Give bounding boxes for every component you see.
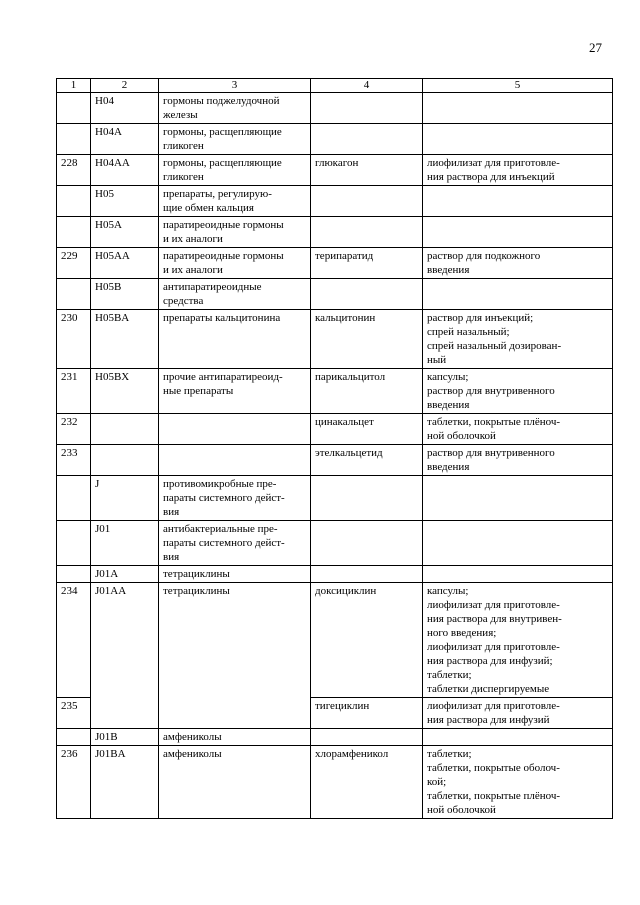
atc-code-cell: H04A [91, 124, 159, 155]
table-row [57, 310, 613, 369]
group-name-line: прочие антипаратиреоид- [163, 371, 283, 383]
group-name-cell [159, 445, 311, 476]
group-name-line: вия [163, 506, 180, 518]
atc-code-cell: H05A [91, 217, 159, 248]
header-col-1: 1 [57, 79, 91, 93]
dosage-form-line: раствор для инъекций; [427, 312, 534, 324]
dosage-form-line: спрей назальный; [427, 326, 510, 338]
dosage-form-line: ной оболочкой [427, 430, 496, 442]
drug-name-cell [311, 521, 423, 566]
atc-code-cell: H05B [91, 279, 159, 310]
atc-code-cell: H04AA [91, 155, 159, 186]
group-name-line: ные препараты [163, 385, 234, 397]
table-row [57, 93, 613, 124]
dosage-form-line: кой; [427, 776, 447, 788]
dosage-form-cell [423, 445, 613, 476]
table-row [57, 186, 613, 217]
dosage-form-line: введения [427, 264, 470, 276]
row-number-cell: 228 [57, 155, 91, 186]
drug-name-cell: тигециклин [311, 698, 423, 729]
dosage-form-line: ния раствора для внутривен- [427, 613, 562, 625]
dosage-form-cell [423, 155, 613, 186]
row-number-cell [57, 729, 91, 746]
drug-name-cell: глюкагон [311, 155, 423, 186]
row-number-cell: 236 [57, 746, 91, 819]
atc-code-cell: H05BX [91, 369, 159, 414]
atc-code-cell: J [91, 476, 159, 521]
dosage-form-line: ной оболочкой [427, 804, 496, 816]
row-number-cell: 235 [57, 698, 91, 729]
dosage-form-cell [423, 93, 613, 124]
dosage-form-line: лиофилизат для приготовле- [427, 157, 560, 169]
table-row [57, 445, 613, 476]
group-name-line: гормоны поджелудочной [163, 95, 280, 107]
drug-name-cell: кальцитонин [311, 310, 423, 369]
drug-name-cell: парикальцитол [311, 369, 423, 414]
header-col-4: 4 [311, 79, 423, 93]
group-name-line: амфениколы [163, 748, 222, 760]
group-name-line: гликоген [163, 171, 204, 183]
atc-code-cell: J01BA [91, 746, 159, 819]
dosage-form-line: ния раствора для инфузий; [427, 655, 553, 667]
dosage-form-cell [423, 583, 613, 698]
drug-name-cell [311, 476, 423, 521]
dosage-form-line: капсулы; [427, 585, 469, 597]
group-name-cell [159, 746, 311, 819]
row-number-cell: 229 [57, 248, 91, 279]
dosage-form-cell [423, 124, 613, 155]
group-name-cell [159, 155, 311, 186]
group-name-line: противомикробные пре- [163, 478, 277, 490]
group-name-cell [159, 124, 311, 155]
group-name-cell [159, 521, 311, 566]
group-name-cell [159, 583, 311, 729]
table-row [57, 217, 613, 248]
drug-name-cell [311, 93, 423, 124]
header-col-3: 3 [159, 79, 311, 93]
dosage-form-line: раствор для внутривенного [427, 447, 555, 459]
atc-code-cell: H05 [91, 186, 159, 217]
table-row [57, 248, 613, 279]
drug-name-cell: терипаратид [311, 248, 423, 279]
drug-name-cell: этелкальцетид [311, 445, 423, 476]
group-name-line: железы [163, 109, 198, 121]
row-number-cell [57, 476, 91, 521]
dosage-form-line: ния раствора для инфузий [427, 714, 550, 726]
table-row [57, 124, 613, 155]
dosage-form-cell [423, 698, 613, 729]
dosage-form-cell [423, 279, 613, 310]
atc-code-cell: J01B [91, 729, 159, 746]
dosage-form-line: ного введения; [427, 627, 497, 639]
group-name-cell [159, 186, 311, 217]
dosage-form-cell [423, 369, 613, 414]
table-row [57, 155, 613, 186]
drug-name-cell [311, 217, 423, 248]
dosage-form-cell [423, 248, 613, 279]
group-name-cell [159, 93, 311, 124]
row-number-cell: 234 [57, 583, 91, 698]
dosage-form-line: раствор для внутривенного [427, 385, 555, 397]
atc-code-cell [91, 445, 159, 476]
group-name-line: щие обмен кальция [163, 202, 254, 214]
drug-name-cell [311, 186, 423, 217]
dosage-form-cell [423, 746, 613, 819]
group-name-line: средства [163, 295, 204, 307]
dosage-form-line: таблетки; [427, 669, 472, 681]
group-name-cell [159, 369, 311, 414]
group-name-line: антибактериальные пре- [163, 523, 278, 535]
group-name-line: и их аналоги [163, 264, 223, 276]
atc-code-cell: J01AA [91, 583, 159, 729]
dosage-form-cell [423, 217, 613, 248]
group-name-line: тетрациклины [163, 568, 230, 580]
dosage-form-line: таблетки, покрытые оболоч- [427, 762, 560, 774]
atc-code-cell: J01 [91, 521, 159, 566]
table-row [57, 369, 613, 414]
dosage-form-cell [423, 310, 613, 369]
dosage-form-cell [423, 414, 613, 445]
dosage-form-line: лиофилизат для приготовле- [427, 641, 560, 653]
atc-code-cell: H05BA [91, 310, 159, 369]
row-number-cell: 230 [57, 310, 91, 369]
row-number-cell: 232 [57, 414, 91, 445]
dosage-form-cell [423, 566, 613, 583]
drug-name-cell [311, 279, 423, 310]
header-col-2: 2 [91, 79, 159, 93]
row-number-cell [57, 217, 91, 248]
group-name-cell [159, 279, 311, 310]
group-name-cell [159, 217, 311, 248]
group-name-cell [159, 414, 311, 445]
group-name-cell [159, 248, 311, 279]
row-number-cell: 231 [57, 369, 91, 414]
group-name-line: параты системного дейст- [163, 492, 285, 504]
atc-code-cell: H05AA [91, 248, 159, 279]
row-number-cell: 233 [57, 445, 91, 476]
dosage-form-cell [423, 729, 613, 746]
dosage-form-line: спрей назальный дозирован- [427, 340, 562, 352]
drug-name-cell: хлорамфеникол [311, 746, 423, 819]
table-row [57, 414, 613, 445]
dosage-form-cell [423, 521, 613, 566]
group-name-line: амфениколы [163, 731, 222, 743]
table-row [57, 279, 613, 310]
dosage-form-cell [423, 476, 613, 521]
table-row [57, 476, 613, 521]
group-name-line: гормоны, расщепляющие [163, 157, 282, 169]
header-col-5: 5 [423, 79, 613, 93]
dosage-form-line: раствор для подкожного [427, 250, 541, 262]
row-number-cell [57, 521, 91, 566]
dosage-form-line: ния раствора для инъекций [427, 171, 555, 183]
dosage-form-line: лиофилизат для приготовле- [427, 700, 560, 712]
group-name-line: препараты, регулирую- [163, 188, 272, 200]
dosage-form-cell [423, 186, 613, 217]
table-body [57, 93, 613, 819]
row-number-cell [57, 124, 91, 155]
dosage-form-line: таблетки, покрытые плёноч- [427, 416, 561, 428]
dosage-form-line: таблетки диспергируемые [427, 683, 550, 695]
table-row [57, 729, 613, 746]
group-name-line: паратиреоидные гормоны [163, 219, 284, 231]
table-row [57, 746, 613, 819]
drug-name-cell [311, 566, 423, 583]
group-name-cell [159, 310, 311, 369]
group-name-cell [159, 729, 311, 746]
dosage-form-line: введения [427, 461, 470, 473]
group-name-line: препараты кальцитонина [163, 312, 281, 324]
drug-name-cell [311, 729, 423, 746]
group-name-line: тетрациклины [163, 585, 230, 597]
dosage-form-line: таблетки; [427, 748, 472, 760]
drug-table [56, 78, 613, 819]
drug-name-cell [311, 124, 423, 155]
atc-code-cell [91, 414, 159, 445]
dosage-form-line: лиофилизат для приготовле- [427, 599, 560, 611]
group-name-line: антипаратиреоидные [163, 281, 262, 293]
row-number-cell [57, 186, 91, 217]
group-name-line: вия [163, 551, 180, 563]
drug-name-cell: цинакальцет [311, 414, 423, 445]
group-name-line: параты системного дейст- [163, 537, 285, 549]
group-name-cell [159, 476, 311, 521]
table-row [57, 521, 613, 566]
group-name-line: гликоген [163, 140, 204, 152]
group-name-line: паратиреоидные гормоны [163, 250, 284, 262]
dosage-form-line: ный [427, 354, 447, 366]
group-name-line: и их аналоги [163, 233, 223, 245]
drug-name-cell: доксициклин [311, 583, 423, 698]
group-name-cell [159, 566, 311, 583]
table-header-row [57, 79, 613, 93]
atc-code-cell: H04 [91, 93, 159, 124]
dosage-form-line: таблетки, покрытые плёноч- [427, 790, 561, 802]
table-row [57, 566, 613, 583]
row-number-cell [57, 566, 91, 583]
dosage-form-line: капсулы; [427, 371, 469, 383]
row-number-cell [57, 279, 91, 310]
table-row [57, 583, 613, 698]
group-name-line: гормоны, расщепляющие [163, 126, 282, 138]
page-number: 27 [589, 40, 602, 55]
dosage-form-line: введения [427, 399, 470, 411]
atc-code-cell: J01A [91, 566, 159, 583]
row-number-cell [57, 93, 91, 124]
